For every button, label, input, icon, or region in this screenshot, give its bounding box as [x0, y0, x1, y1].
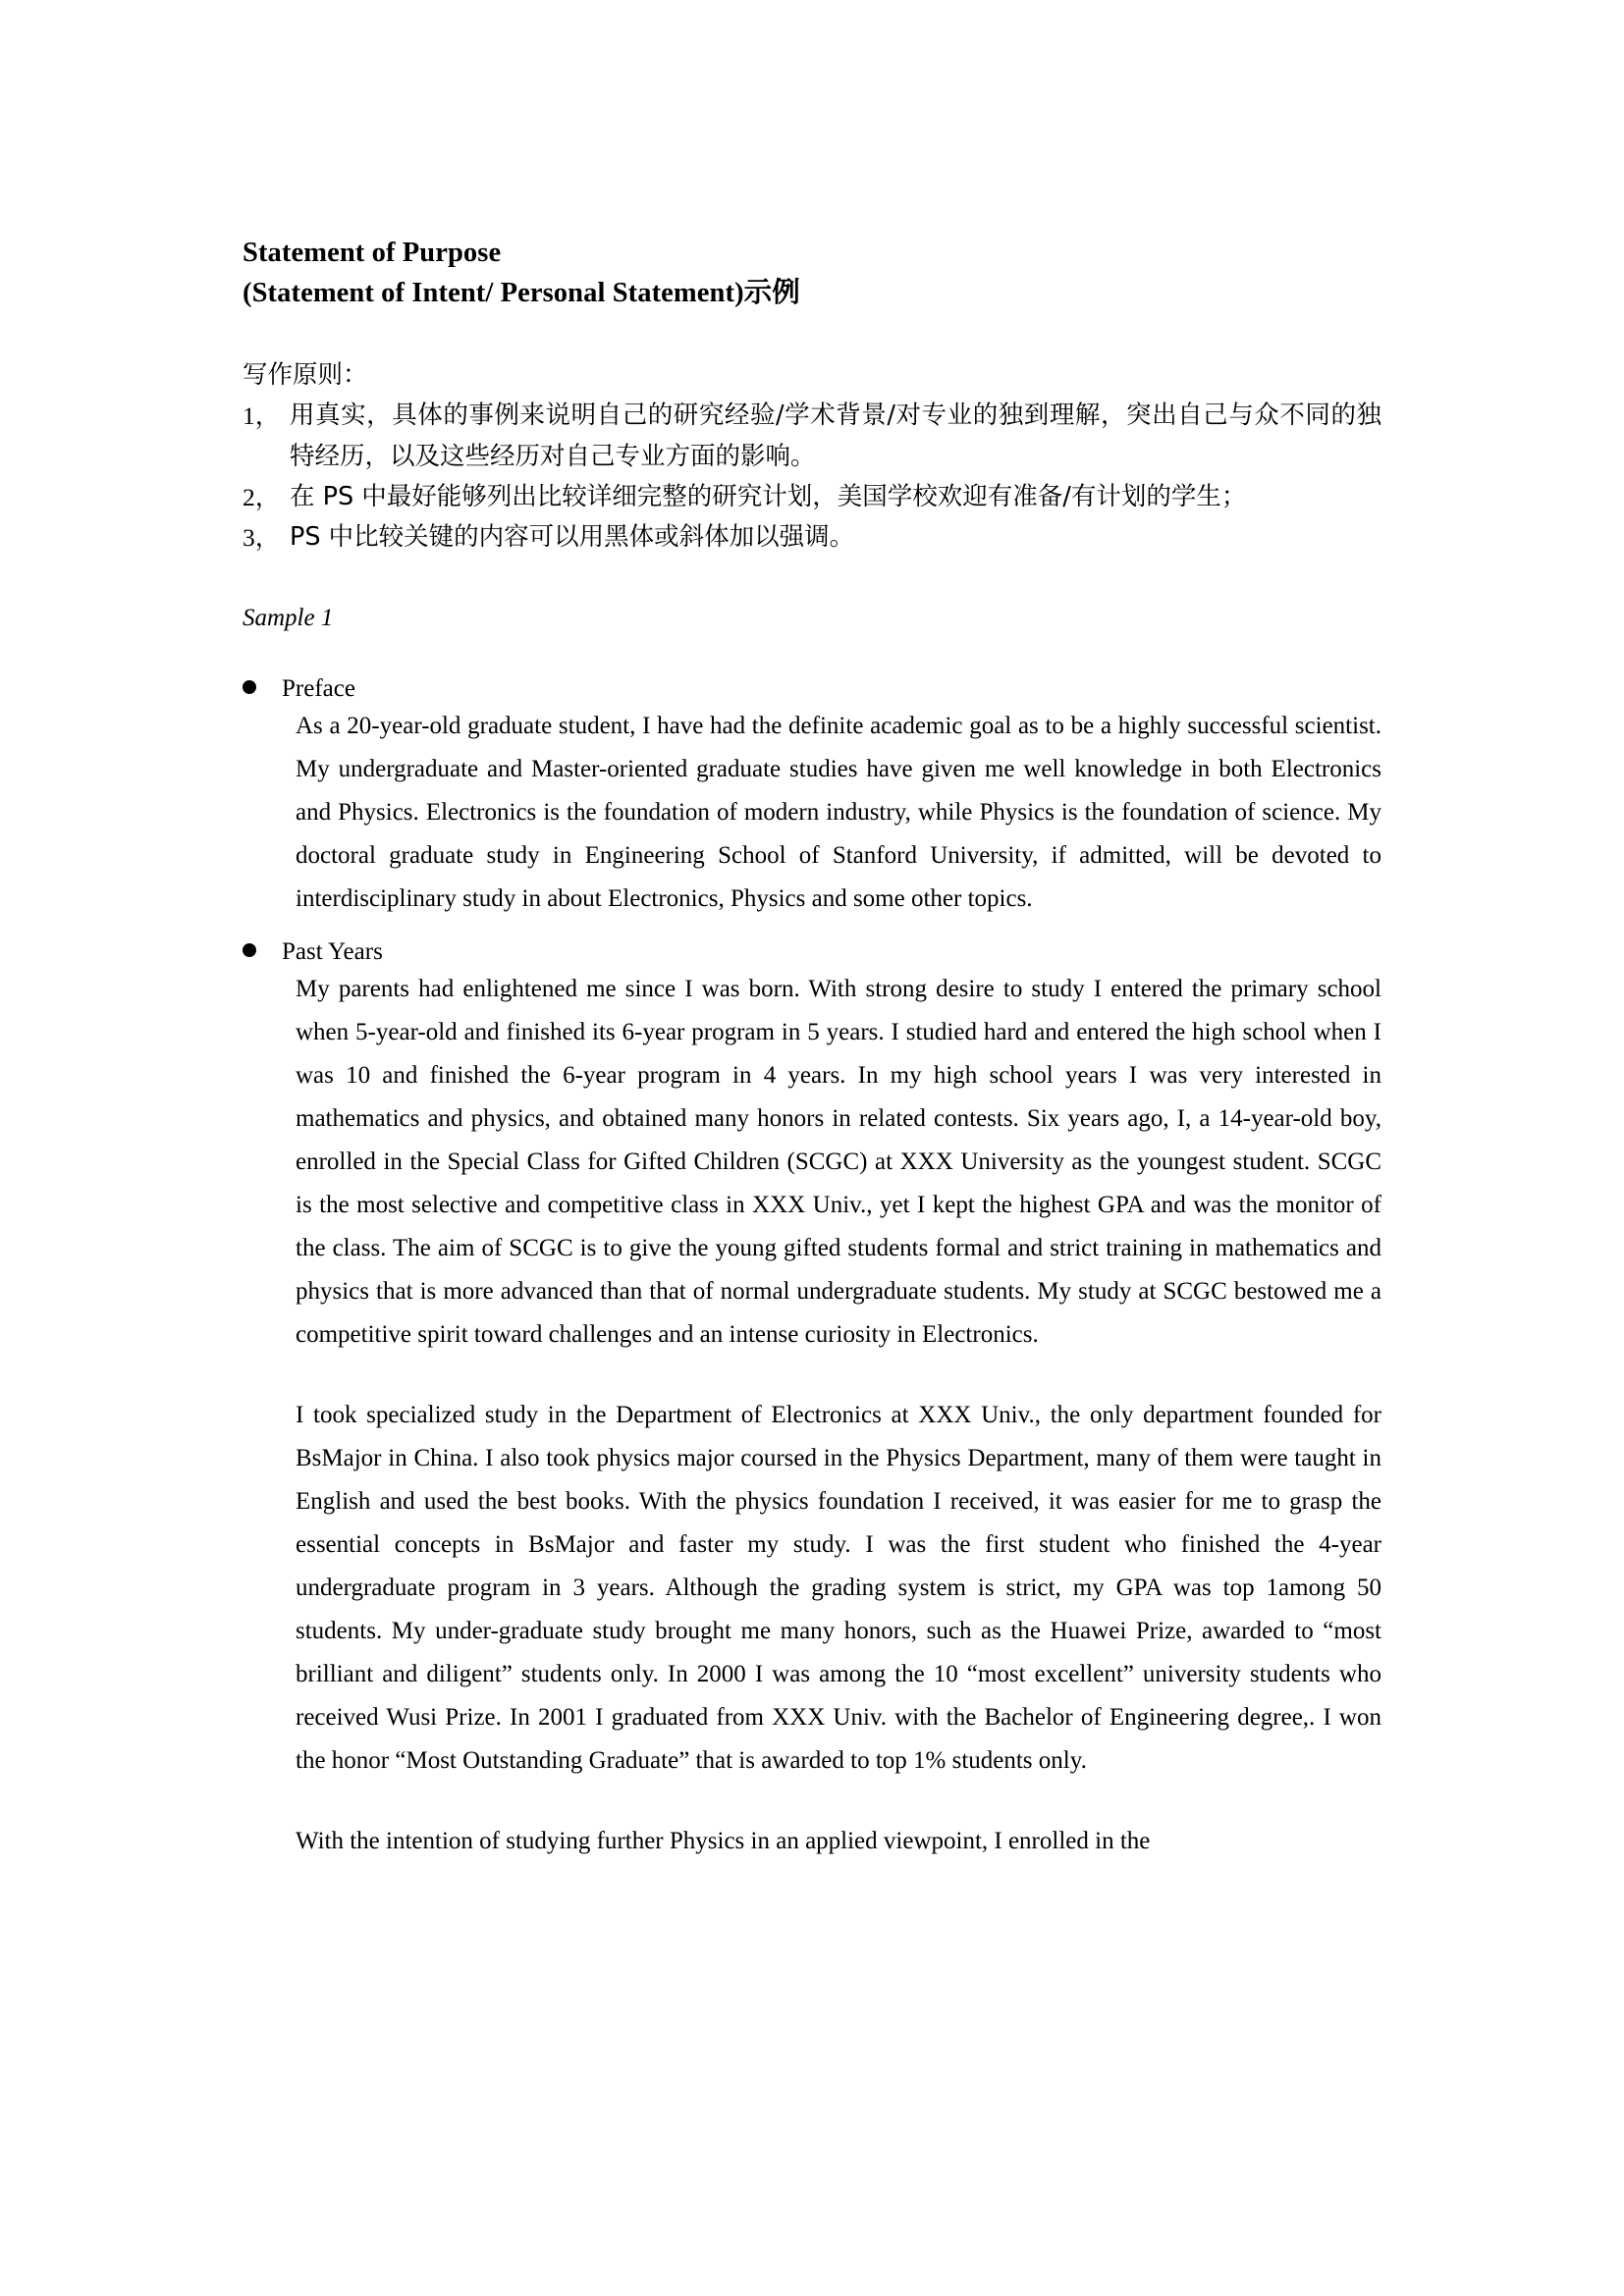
principle-text: 用真实，具体的事例来说明自己的研究经验/学术背景/对专业的独到理解，突出自己与众不同的独特经历，以及这些经历对自己专业方面的影响。: [290, 400, 1381, 471]
principle-number: 3，: [243, 523, 281, 553]
section-paragraph: My parents had enlightened me since I was born. With strong desire to study I entered the primary school when 5-year-old and finished its 6-year program in 5 years. I studied hard and entered the high school when I was 10 and finished the 6-year program in 4 years. In my high school years I was very interested in mathematics and physics, and obtained many honors in related contests. Six years ago, I, a 14-year-old boy, enrolled in the Special Class for Gifted Children (SCGC) at XXX University as the youngest student. SCGC is the most selective and competitive class in XXX Univ., yet I kept the highest GPA and was the monitor of the class. The aim of SCGC is to give the young gifted students formal and strict training in mathematics and physics that is more advanced than that of normal undergraduate students. My study at SCGC bestowed me a competitive spirit toward challenges and an intense curiosity in Electronics.: [296, 976, 1381, 1349]
title-line-2: [243, 273, 1381, 313]
section-heading: [243, 675, 1381, 703]
principle-item: [243, 477, 1381, 517]
principle-number: 2，: [243, 482, 281, 511]
page-content: [243, 234, 1381, 1863]
section-past-years: [243, 938, 1381, 1863]
sample-label: Sample 1: [243, 605, 334, 632]
principle-number: 1，: [243, 401, 281, 431]
writing-principles: [243, 355, 1381, 558]
principle-text: 在 PS 中最好能够列出比较详细完整的研究计划，美国学校欢迎有准备/有计划的学生；: [290, 481, 1247, 511]
section-heading-label: Past Years: [282, 938, 383, 966]
bullet-dot-icon: [243, 943, 256, 957]
principle-item: [243, 396, 1381, 477]
section-heading: [243, 938, 1381, 966]
principle-item: [243, 517, 1381, 558]
section-paragraph: With the intention of studying further Physics in an applied viewpoint, I enrolled in the: [296, 1828, 1151, 1855]
section-heading-label: Preface: [282, 675, 355, 703]
section-preface: [243, 675, 1381, 921]
bullet-dot-icon: [243, 680, 256, 694]
title-line-2-chinese: 示例: [743, 276, 800, 309]
title-line-2-english: (Statement of Intent/ Personal Statement): [243, 278, 744, 309]
principle-text: PS 中比较关键的内容可以用黑体或斜体加以强调。: [290, 522, 855, 553]
page-title: [243, 234, 1381, 314]
section-paragraph: I took specialized study in the Department of Electronics at XXX Univ., the only department founded for BsMajor in China. I also took physics major coursed in the Physics Department, many of them were taught in English and used the best books. With the physics foundation I received, it was easier for me to grasp the essential concepts in BsMajor and faster my study. I was the first student who finished the 4-year undergraduate program in 3 years. Although the grading system is strict, my GPA was top 1among 50 students. My under-graduate study brought me many honors, such as the Huawei Prize, awarded to “most brilliant and diligent” students only. In 2000 I was among the 10 “most excellent” university students who received Wusi Prize. In 2001 I graduated from XXX Univ. with the Bachelor of Engineering degree,. I won the honor “Most Outstanding Graduate” that is awarded to top 1% students only.: [296, 1402, 1381, 1775]
principles-heading: 写作原则：: [243, 359, 368, 390]
title-line-1: Statement of Purpose: [243, 238, 502, 268]
section-paragraph: As a 20-year-old graduate student, I have had the definite academic goal as to be a highly successful scientist. My undergraduate and Master-oriented graduate studies have given me well knowledge in both Electronics and Physics. Electronics is the foundation of modern industry, while Physics is the foundation of science. My doctoral graduate study in Engineering School of Stanford University, if admitted, will be devoted to interdisciplinary study in about Electronics, Physics and some other topics.: [296, 713, 1381, 913]
